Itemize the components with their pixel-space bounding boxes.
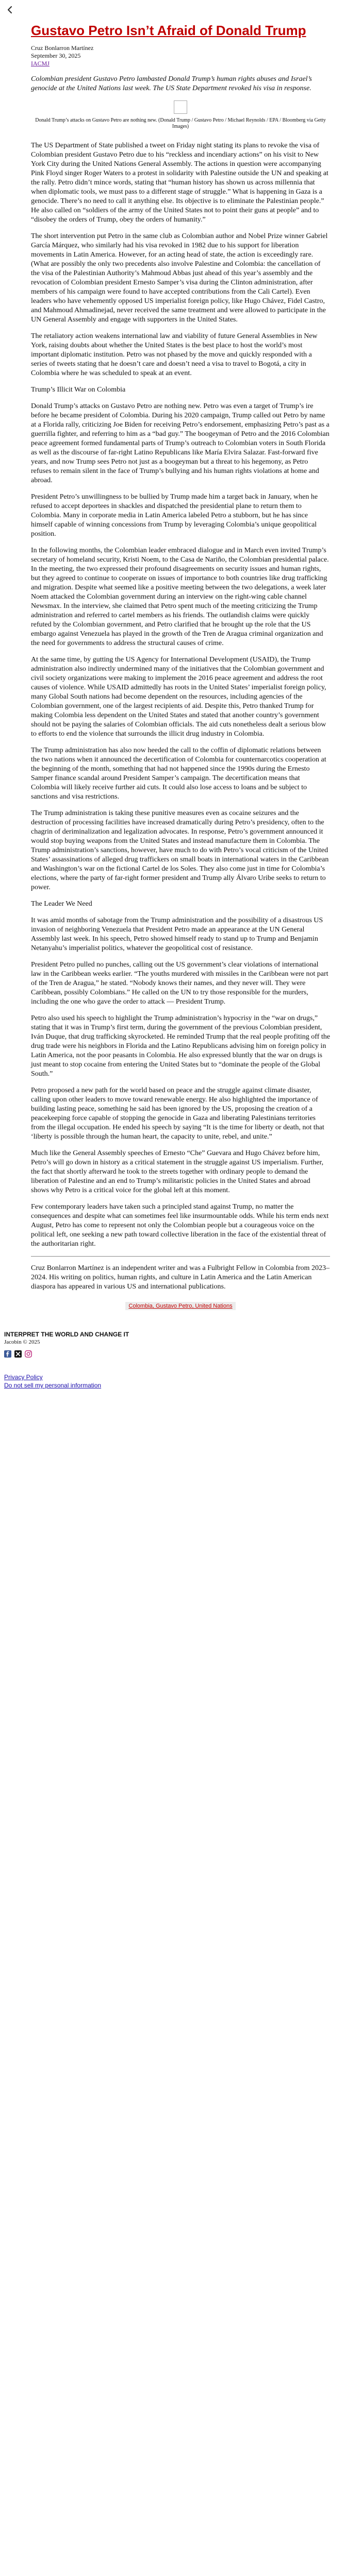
paragraph: Much like the General Assembly speeches of Ernesto “Che” Guevara and Hugo Chávez before him, Petro’s will go down in history as a critical statement in the struggle against US imperialism. Further, the fact that shortly afterward he took to the streets together with ordinary people to demand the liberation of Palestine and an end to Trump’s militaristic policies in the United States and abroad shows why Petro is a critical voice for the global left at this moment. (31, 1149, 324, 1194)
paragraph: At the same time, by gutting the US Agency for International Development (USAID), the Trump administration also indirectly undermined many of the initiatives that the Colombian government and civil society organizations were making to implement the 2016 peace agreement and address the root causes of violence. While USAID admittedly has roots in the United States’ imperialist foreign policy, many Global South nations had become dependent on the resources, including agencies of the Colombian government, one of the largest recipients of aid. Despite this, Petro thanked Trump for making Colombia less dependent on the United States and stated that another country’s government should not be paying the salaries of Colombian officials. The aid cuts nonetheless dealt a serious blow to efforts to end the violence that surrounds the illicit drug industry in Colombia. (31, 656, 326, 738)
top-bar (0, 0, 361, 23)
twitter-icon[interactable] (14, 1350, 22, 1358)
article-body (31, 141, 330, 1249)
image-placeholder-icon (174, 100, 187, 114)
paragraph: The retaliatory action weakens international law and viability of future General Assemblies in New York, raising doubts about whether the United States is the best place to host the world’s most important diplomatic institution. Petro was not phased by the move and quickly responded with a series of tweets stating that he doesn’t care and doesn’t need a visa to travel to Bogotá, a city in Colombia where he was scheduled to speak at an event. (31, 332, 318, 377)
divider (31, 1256, 330, 1257)
paragraph: It was amid months of sabotage from the Trump administration and the possibility of a disastrous US invasion of neighboring Venezuela that President Petro made an appearance at the UN General Assembly last week. In his speech, Petro showed himself ready to stand up to Trump and Benjamin Netanyahu’s imperialist politics, whatever the geopolitical cost of resistance. (31, 917, 323, 952)
instagram-icon[interactable] (25, 1350, 32, 1358)
article (31, 23, 330, 1310)
figure-caption: Donald Trump’s attacks on Gustavo Petro are nothing new. (Donald Trump / Gustavo Petro / Michael Reynolds / EPA / Bloomberg via Getty Images) (35, 117, 326, 129)
paragraph: In the following months, the Colombian leader embraced dialogue and in March even invited Trump’s secretary of homeland security, Kristi Noem, to the Casa de Nariño, the Colombian presidential palace. In the meeting, the two expressed their profound disagreements on security issues and human rights, but they agreed to continue to cooperate on issues of importance to both countries like drug trafficking and migration. Despite what seemed like a positive meeting between the two delegations, a week later Noem attacked the Colombian government during an interview on the right-wing cable channel Newsmax. In the interview, she claimed that Petro spent much of the meeting criticizing the Trump administration and referred to cartel members as his friends. The outlandish claims were quickly refuted by the Colombian government, and Petro clarified that he brought up the role that the US embargo against Venezuela has played in the growth of the Tren de Aragua criminal organization and the need for governments to address the structural causes of crime. (31, 547, 329, 647)
paragraph: The US Department of State published a tweet on Friday night stating its plans to revoke the visa of Colombian president Gustavo Petro due to his “reckless and incendiary actions” on his visit to New York City during the United Nations General Assembly. The actions in question were accompanying Pink Floyd singer Roger Waters to a protest in solidarity with Palestine outside the UN and speaking at the rally. Petro didn’t mince words, stating that “human history has shown us across millennia that when diplomatic tools, we must pass to a different stage of struggle.” What is happening in Gaza is a genocide. There’s no need to call it anything else. Its objective is to eliminate the Palestinian people.” He also called on “soldiers of the army of the United States not to point their guns at people” and to “disobey the orders of Trump, obey the orders of humanity.” (31, 142, 329, 224)
paragraph: Petro proposed a new path for the world based on peace and the struggle against climate disaster, calling upon other leaders to move toward renewable energy. He also highlighted the importance of building lasting peace, something he said has been ignored by the US, proposing the creation of a peacekeeping force capable of stopping the genocide in Gaza and liberating Palestinians territories from the illegal occupation. He ended his speech by saying “It is the time for liberty or death, not that ‘liberty is possible through the human heart, the capacity to unite, rebel, and unite.” (31, 1087, 324, 1141)
paragraph: The Trump administration has also now heeded the call to the coffin of diplomatic relations between the two nations when it announced the decertification of Colombia for counternarcotics cooperation at the beginning of the month, something that had not happened since the 1990s during the Ernesto Samper finance scandal around President Samper’s campaign. The decertification means that Colombia will likely receive further aid cuts. It could also lose access to loans and be subject to sanctions and visa restrictions. (31, 747, 326, 801)
paragraph: Petro also used his speech to highlight the Trump administration’s hypocrisy in the “war on drugs,” stating that it was in Trump’s first term, during the government of the previous Colombian president, Iván Duque, that drug trafficking skyrocketed. He reminded Trump that the real people profiting off the drug trade were his neighbors in Florida and the Latino Republicans advising him on foreign policy in Latin America, not the poor peasants in Colombia. He also expressed bluntly that the war on drugs is just meant to stop cocaine from entering the United States but to “dominate the people of the Global South.” (31, 1014, 330, 1078)
footer-copyright: Jacobin © 2025 (4, 1339, 40, 1345)
paragraph: President Petro pulled no punches, calling out the US government’s clear violations of international law in the Caribbean weeks earlier. “The youths murdered with missiles in the Caribbean were not part of the Tren de Aragua,” he stated. “Nobody knows their names, and they never will. They were Caribbean, possibly Colombians.” He called on the UN to try those responsible for the murders, including the one who gave the order to attack — President Trump. (31, 961, 329, 1006)
tag-list (31, 1301, 330, 1310)
legal-links (4, 1373, 361, 1389)
paragraph: President Petro’s unwillingness to be bullied by Trump made him a target back in January, when he refused to accept deportees in shackles and dispatched the presidential plane to return them to Colombia. Many in corporate media in Latin America labeled Petro a stubborn, but he has since himself capable of winning concessions from Trump by leveraging Colombia’s unique geopolitical position. (31, 493, 318, 538)
privacy-policy-link[interactable]: Privacy Policy (4, 1374, 43, 1381)
paragraph: The Trump administration is taking these punitive measures even as cocaine seizures and the destruction of processing facilities have increased dramatically during Petro’s presidency, often to the chagrin of deriminalization and legalization advocates. In response, Petro’s government announced it would stop buying weapons from the United States and instead manufacture them in Colombia. The Trump administration’s sanctions, however, have much to do with Petro’s vocal criticism of the United States’ assassinations of alleged drug traffickers on small boats in international waters in the Caribbean and Washington’s war on the fictional Cartel de los Soles. They also come just in time for Colombia’s elections, where the party of far-right former president and Trump ally Álvaro Uribe seeks to return to power. (31, 809, 329, 891)
article-dek: Colombian president Gustavo Petro lambasted Donald Trump’s human rights abuses and Israel’s genocide at the United Nations last week. The US State Department revoked his visa in response. (31, 75, 312, 92)
author-bio: Cruz Bonlarron Martínez is an independent writer and was a Fulbright Fellow in Colombia from 2023–2024. His writing on politics, human rights, and culture in Latin America and the Latin American diaspora has appeared in various US and international publications. (31, 1264, 330, 1291)
footer (0, 1331, 361, 1389)
facebook-icon[interactable] (4, 1350, 11, 1358)
tag-link[interactable]: Colombia, Gustavo Petro, United Nations (125, 1302, 235, 1310)
paragraph: Donald Trump’s attacks on Gustavo Petro are nothing new. Petro was even a target of Trump’s ire before he became president of Colombia. During his 2020 campaign, Trump called out Petro by name at a Florida rally, criticizing Joe Biden for receiving Petro’s endorsement, emphasizing Petro’s past as a guerrilla fighter, and referring to him as a “bad guy.” The boogeyman of Petro and the 2016 Colombian peace agreement formed fundamental parts of Trump’s outreach to Colombian voters in South Florida as well as the discourse of far-right Latino Republicans like María Elvira Salazar. Fast-forward five years, and now Trump sees Petro not just as a boogeyman but a threat to his hegemony, as Petro refuses to remain silent in the face of Trump’s bullying and his human rights violations at home and abroad. (31, 402, 330, 484)
article-title[interactable]: Gustavo Petro Isn’t Afraid of Donald Trump (31, 23, 306, 38)
section-heading: Trump’s Illicit War on Colombia (31, 386, 126, 394)
back-arrow-icon[interactable] (4, 4, 15, 15)
section-heading: The Leader We Need (31, 900, 92, 908)
publish-date: September 30, 2025 (31, 52, 81, 59)
footer-title: INTERPRET THE WORLD AND CHANGE IT (4, 1331, 129, 1338)
publisher-link[interactable]: IACMJ (31, 60, 50, 67)
byline (31, 44, 330, 67)
paragraph: The short intervention put Petro in the same club as Colombian author and Nobel Prize winner Gabriel García Márquez, who similarly had his visa revoked in 1982 due to his support for liberation movements in Latin America. However, for an acting head of state, the action is exceedingly rare. (What are possibly the only two precedents also involve Palestine and Colombia: the cancellation of the visa of the Palestinian Authority’s Mahmoud Abbas just ahead of this year’s assembly and the revocation of Colombian president Ernesto Samper’s visa during the Clinton administration, after members of his campaign were found to have accepted contributions from the Cali Cartel). Even leaders who have vehemently opposed US imperialist foreign policy, like Hugo Chávez, Fidel Castro, and Mahmoud Ahmadinejad, never received the same treatment and were allowed to participate in the UN General Assembly and engage with supporters in the United States. (31, 232, 328, 324)
social-links (4, 1350, 361, 1358)
author: Cruz Bonlarron Martínez (31, 44, 94, 52)
paragraph: Few contemporary leaders have taken such a principled stand against Trump, no matter the consequences and despite what can sometimes feel like insurmountable odds. While his term ends next August, Petro has come to represent not only the Colombian people but a courageous voice on the political left, one seeking a new path toward collective liberation in the face of the existential threat of the authoritarian right. (31, 1203, 329, 1248)
do-not-sell-link[interactable]: Do not sell my personal information (4, 1382, 102, 1389)
article-figure (31, 100, 330, 130)
